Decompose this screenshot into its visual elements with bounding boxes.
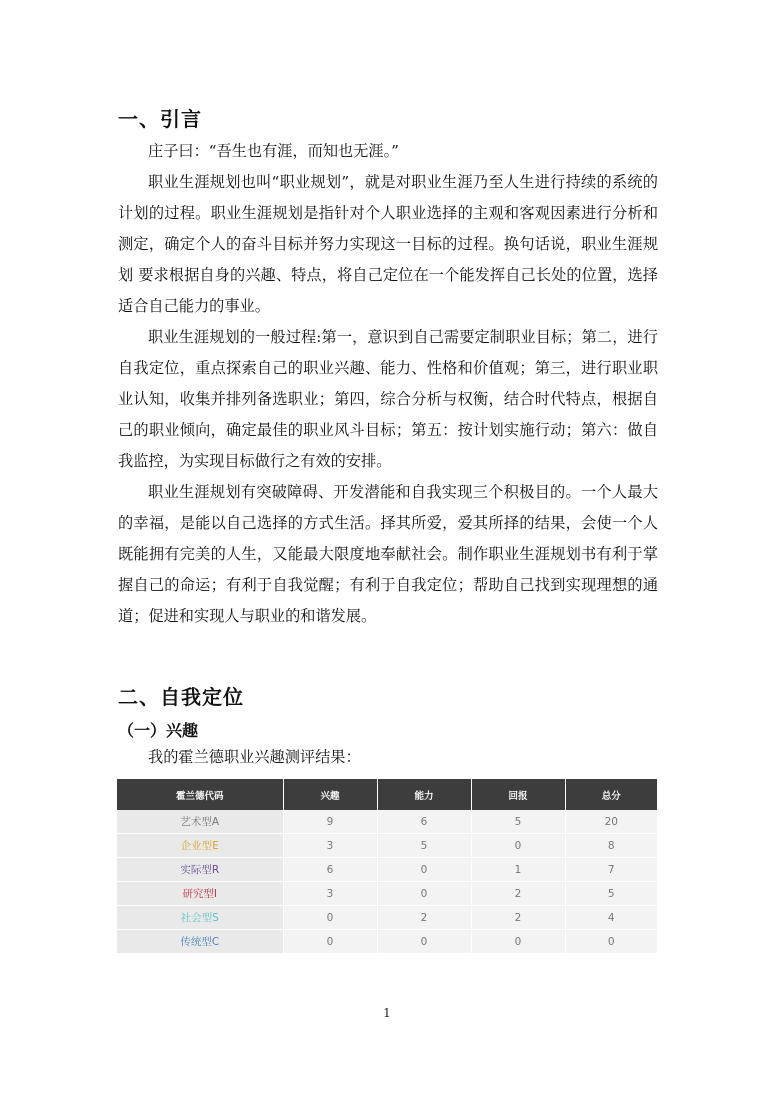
holland-code-cell: 社会型S <box>117 906 283 930</box>
interest-score-cell: 3 <box>283 834 377 858</box>
header-interest: 兴趣 <box>283 779 377 810</box>
header-total: 总分 <box>565 779 657 810</box>
holland-results-table <box>117 779 657 954</box>
table-row <box>117 858 657 882</box>
paragraph-definition: 职业生涯规划也叫“职业规划”，就是对职业生涯乃至人生进行持续的系统的计划的过程。职业生涯规划是指针对个人职业选择的主观和客观因素进行分析和测定，确定个人的奋斗目标并努力实现这一目标的过程。换句话说，职业生涯规划 要求根据自身的兴趣、特点，将自己定位在一个能发挥自己长处的位置，选择适合自己能力的事业。 <box>118 173 658 315</box>
holland-code-cell: 研究型I <box>117 882 283 906</box>
holland-code-cell: 传统型C <box>117 930 283 954</box>
table-row <box>117 834 657 858</box>
interest-score-cell: 0 <box>283 906 377 930</box>
ability-score-cell: 0 <box>377 882 471 906</box>
ability-score-cell: 5 <box>377 834 471 858</box>
total-score-cell: 0 <box>565 930 657 954</box>
table-row <box>117 930 657 954</box>
interest-score-cell: 9 <box>283 810 377 834</box>
page-number: 1 <box>383 1006 391 1020</box>
total-score-cell: 7 <box>565 858 657 882</box>
total-score-cell: 20 <box>565 810 657 834</box>
table-row <box>117 810 657 834</box>
ability-score-cell: 6 <box>377 810 471 834</box>
header-reward: 回报 <box>471 779 565 810</box>
reward-score-cell: 0 <box>471 930 565 954</box>
interest-score-cell: 3 <box>283 882 377 906</box>
reward-score-cell: 0 <box>471 834 565 858</box>
holland-code-cell: 企业型E <box>117 834 283 858</box>
holland-intro-text: 我的霍兰德职业兴趣测评结果： <box>148 748 361 766</box>
section-heading-self-positioning: 二、自我定位 <box>118 685 244 709</box>
paragraph-process: 职业生涯规划的一般过程:第一，意识到自己需要定制职业目标；第二，进行自我定位，重点探索自己的职业兴趣、能力、性格和价值观；第三，进行职业职业认知，收集并排列备选职业；第四，综合分析与权衡，结合时代特点，根据自己的职业倾向，确定最佳的职业风斗目标；第五：按计划实施行动；第六：做自我监控，为实现目标做行之有效的安排。 <box>118 328 658 470</box>
total-score-cell: 5 <box>565 882 657 906</box>
zhuangzi-quote: 庄子曰：“吾生也有涯，而知也无涯。” <box>148 142 399 160</box>
reward-score-cell: 1 <box>471 858 565 882</box>
ability-score-cell: 0 <box>377 858 471 882</box>
interest-score-cell: 0 <box>283 930 377 954</box>
table-row <box>117 906 657 930</box>
section-heading-introduction: 一、引言 <box>118 107 202 131</box>
table-row <box>117 882 657 906</box>
reward-score-cell: 2 <box>471 906 565 930</box>
header-ability: 能力 <box>377 779 471 810</box>
reward-score-cell: 5 <box>471 810 565 834</box>
header-holland-code: 霍兰德代码 <box>117 779 283 810</box>
total-score-cell: 4 <box>565 906 657 930</box>
holland-code-cell: 实际型R <box>117 858 283 882</box>
reward-score-cell: 2 <box>471 882 565 906</box>
table-header-row <box>117 779 657 810</box>
interest-score-cell: 6 <box>283 858 377 882</box>
subsection-heading-interest: （一）兴趣 <box>118 721 199 740</box>
ability-score-cell: 2 <box>377 906 471 930</box>
ability-score-cell: 0 <box>377 930 471 954</box>
holland-code-cell: 艺术型A <box>117 810 283 834</box>
paragraph-purpose: 职业生涯规划有突破障碍、开发潜能和自我实现三个积极目的。一个人最大的幸福，是能以自己选择的方式生活。择其所爱，爱其所择的结果，会使一个人既能拥有完美的人生，又能最大限度地奉献社会。制作职业生涯规划书有利于掌握自己的命运；有利于自我觉醒；有利于自我定位；帮助自己找到实现理想的通道；促进和实现人与职业的和谐发展。 <box>118 483 658 625</box>
total-score-cell: 8 <box>565 834 657 858</box>
